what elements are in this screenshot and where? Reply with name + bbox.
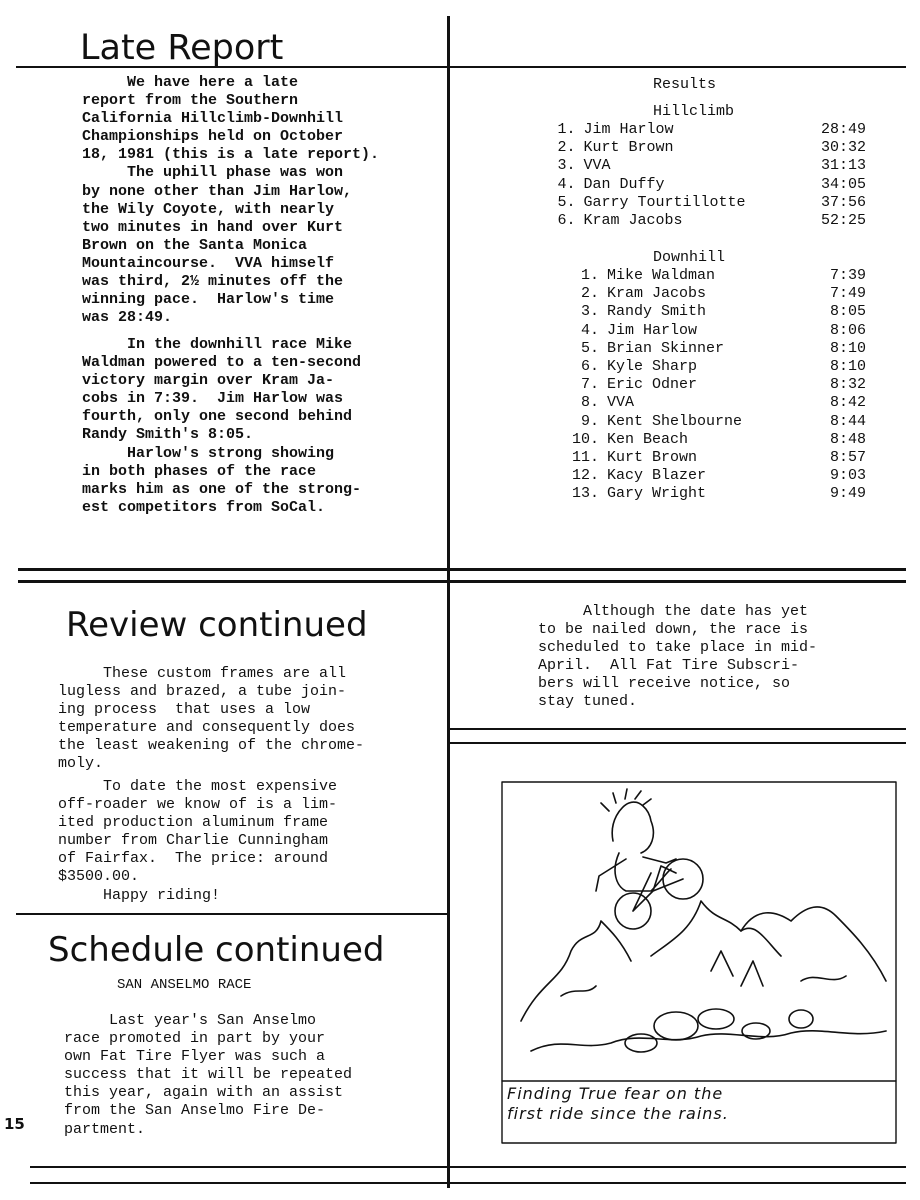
schedule-top-rule [16,913,448,915]
review-paragraph-1: These custom frames are all lugless and brazed, a tube join- ing process that uses a low temperature and consequently does the least weakening of the chrome- moly. [58,665,365,773]
hillclimb-time: 37:56 [820,193,866,211]
review-paragraph-2: To date the most expensive off-roader we know of is a lim- ited production aluminum frame number from Charlie Cunningham of Fairfax. The price: around $3500.00. Happy riding! [58,778,338,904]
hillclimb-name: Kram Jacobs [583,212,683,230]
results-title: Results [653,76,717,93]
downhill-name: VVA [607,394,635,412]
downhill-name: Gary Wright [607,485,707,503]
downhill-place: 7. [581,376,600,394]
downhill-name: Kent Shelbourne [607,412,743,430]
late-report-paragraph-1: We have here a late report from the Southern California Hillclimb-Downhill Championships held on October 18, 1981 (this is a late report). The uphill phase was won by none other than Jim Harlow, the Wily Coyote, with nearly two minutes in hand over Kurt Brown on the Santa Monica Mountaincourse. VVA himself was third, 2½ minutes off the winning pace. Harlow's time was 28:49. [82,74,380,327]
rocky-terrain [521,901,886,1052]
downhill-place: 11. [572,449,600,467]
downhill-name: Kram Jacobs [607,285,707,303]
downhill-row [554,485,866,503]
downhill-time: 7:49 [829,285,866,303]
downhill-name: Kyle Sharp [607,358,698,376]
downhill-time: 8:10 [829,358,866,376]
cartoon-caption: Finding True fear on the first ride since the rains. [507,1084,729,1123]
downhill-name: Kacy Blazer [607,467,707,485]
late-report-paragraph-2: In the downhill race Mike Waldman powered to a ten-second victory margin over Kram Ja- cobs in 7:39. Jim Harlow was fourth, only one second behind Randy Smith's 8:05. Harlow's strong showing in both phases of the race marks him as one of the strong- est competitors from SoCal. [82,336,362,516]
results-top-rule [449,66,906,68]
downhill-results-table [554,267,866,504]
hillclimb-time: 28:49 [820,121,866,138]
downhill-time: 8:05 [829,303,866,321]
downhill-time: 8:42 [829,394,866,412]
hillclimb-row [548,121,866,139]
hillclimb-name: VVA [583,157,611,175]
hillclimb-row [548,176,866,194]
hillclimb-place: 4. [557,175,576,193]
hillclimb-name: Dan Duffy [583,175,665,193]
downhill-time: 8:10 [829,339,866,357]
schedule-continued-headline: Schedule continued [48,930,385,970]
hillclimb-place: 1. [557,121,576,138]
downhill-row [554,340,866,358]
downhill-row [554,394,866,412]
review-continued-headline: Review continued [66,605,368,645]
hillclimb-place: 6. [557,212,576,230]
hillclimb-place: 3. [557,157,576,175]
downhill-name: Jim Harlow [607,321,698,339]
notice-bottom-rule [449,728,906,730]
page-bottom-rule-2 [30,1182,906,1184]
hillclimb-place: 2. [557,139,576,157]
downhill-name: Brian Skinner [607,339,725,357]
schedule-subheading: SAN ANSELMO RACE [117,977,252,993]
downhill-place: 9. [581,412,600,430]
downhill-time: 9:03 [829,467,866,485]
downhill-place: 10. [572,430,600,448]
downhill-name: Eric Odner [607,376,698,394]
hillclimb-time: 52:25 [820,212,866,230]
downhill-name: Mike Waldman [607,267,716,284]
downhill-place: 13. [572,485,600,503]
downhill-time: 8:57 [829,449,866,467]
downhill-row [554,322,866,340]
hillclimb-results-table [548,121,866,230]
hillclimb-row [548,212,866,230]
downhill-row [554,413,866,431]
downhill-place: 1. [581,267,600,284]
downhill-place: 3. [581,303,600,321]
schedule-paragraph: Last year's San Anselmo race promoted in part by your own Fat Tire Flyer was such a success that it will be repeated this year, again with an assist from the San Anselmo Fire De- partment. [64,1012,353,1138]
downhill-row [554,303,866,321]
downhill-place: 12. [572,467,600,485]
downhill-place: 5. [581,339,600,357]
downhill-row [554,467,866,485]
downhill-time: 9:49 [829,485,866,503]
downhill-time: 8:06 [829,321,866,339]
downhill-time: 8:32 [829,376,866,394]
hillclimb-row [548,194,866,212]
downhill-row [554,285,866,303]
hillclimb-row [548,157,866,175]
downhill-name: Kurt Brown [607,449,698,467]
hillclimb-time: 30:32 [820,139,866,157]
page-number: 15 [4,1115,25,1133]
hillclimb-title: Hillclimb [653,103,735,120]
hillclimb-place: 5. [557,193,576,211]
page-bottom-rule [30,1166,906,1168]
rider-on-bike [596,789,703,929]
top-section-bottom-rule-2 [18,580,906,583]
notice-bottom-rule-2 [449,742,906,744]
hillclimb-time: 31:13 [820,157,866,175]
late-report-headline: Late Report [80,28,284,68]
downhill-place: 4. [581,321,600,339]
downhill-place: 8. [581,394,600,412]
downhill-time: 8:44 [829,412,866,430]
hillclimb-name: Kurt Brown [583,139,674,157]
hillclimb-row [548,139,866,157]
top-section-bottom-rule [18,568,906,571]
downhill-name: Randy Smith [607,303,707,321]
downhill-row [554,267,866,285]
downhill-row [554,449,866,467]
hillclimb-name: Garry Tourtillotte [583,193,746,211]
downhill-time: 7:39 [829,267,866,284]
downhill-row [554,431,866,449]
downhill-row [554,358,866,376]
column-divider [447,16,450,1188]
race-notice-text: Although the date has yet to be nailed down, the race is scheduled to take place in mid- April. All Fat Tire Subscri- bers will receive notice, so stay tuned. [538,603,818,711]
downhill-name: Ken Beach [607,430,689,448]
downhill-place: 6. [581,358,600,376]
downhill-time: 8:48 [829,430,866,448]
downhill-place: 2. [581,285,600,303]
downhill-title: Downhill [653,249,726,266]
hillclimb-name: Jim Harlow [583,121,674,138]
downhill-row [554,376,866,394]
hillclimb-time: 34:05 [820,175,866,193]
